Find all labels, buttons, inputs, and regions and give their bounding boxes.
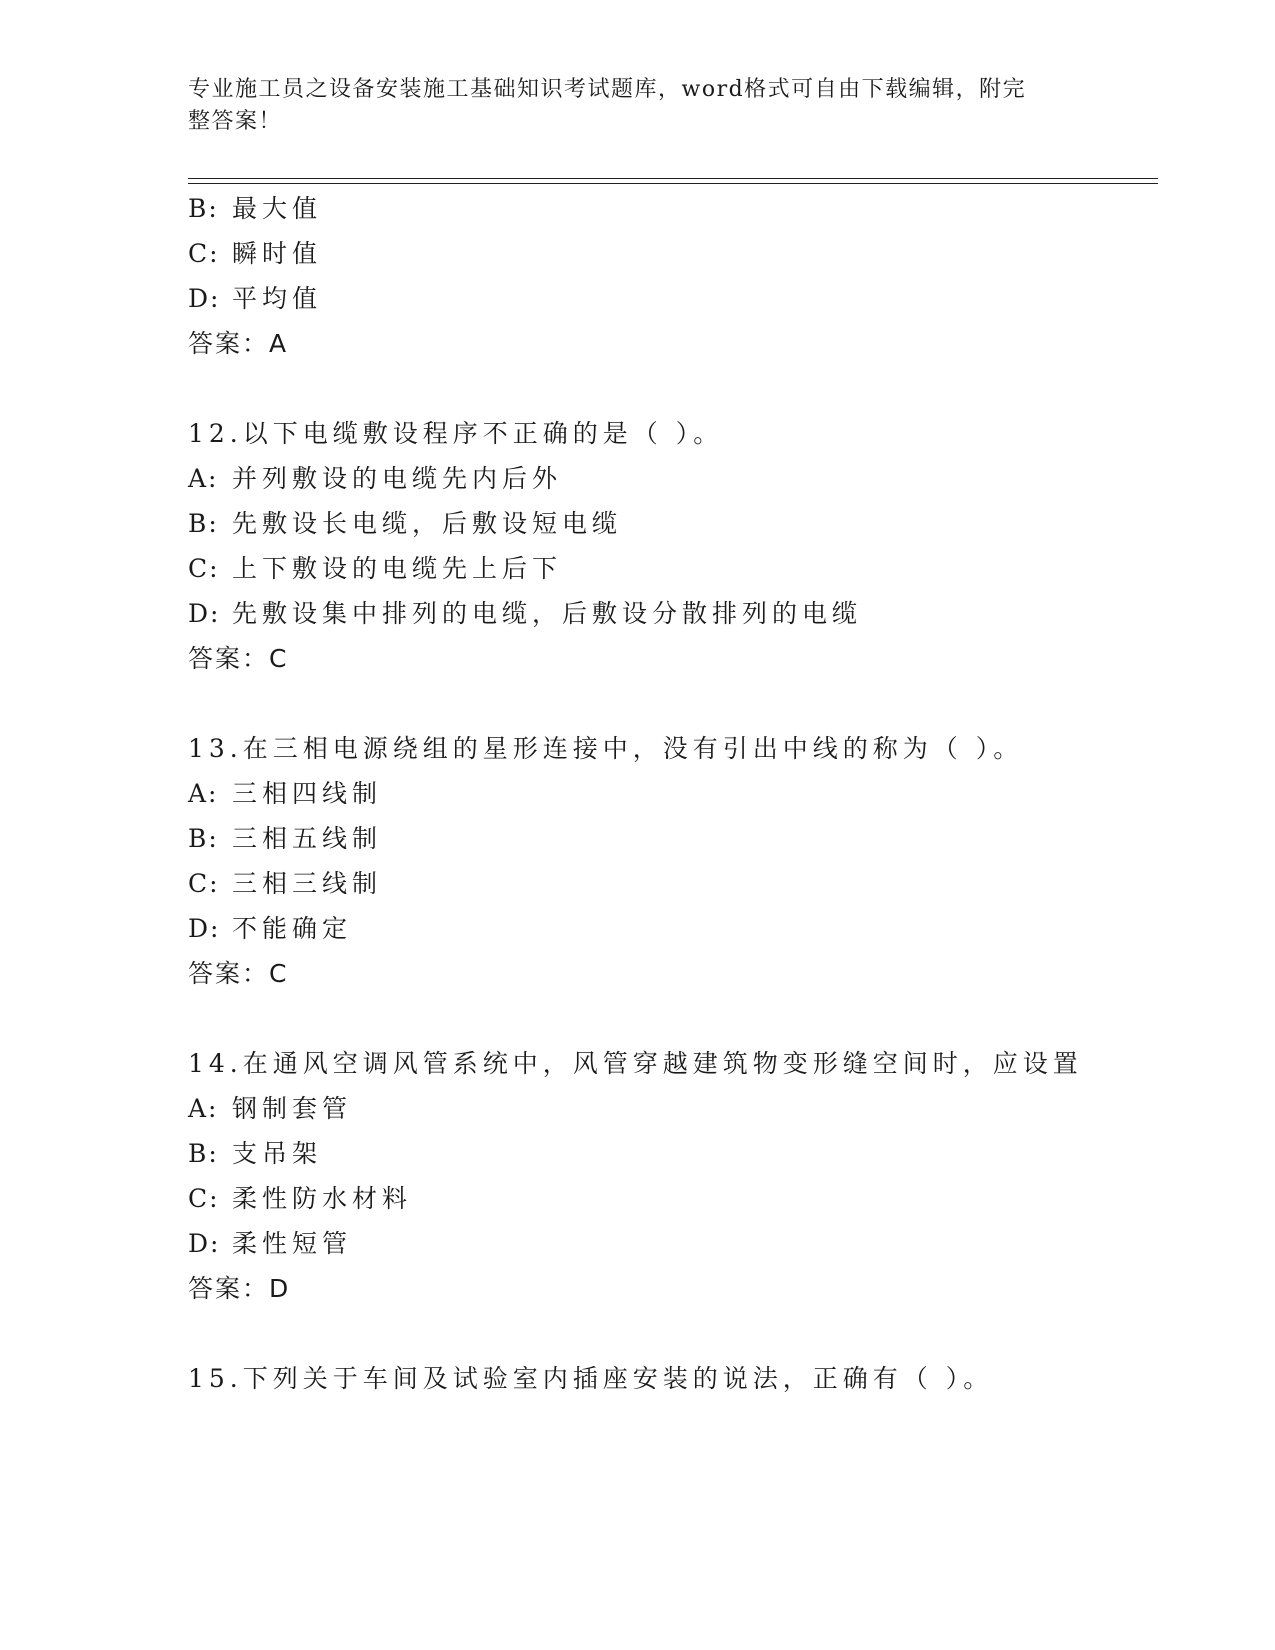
option-text: 先敷设集中排列的电缆，后敷设分散排列的电缆	[232, 599, 863, 628]
header-line-2: 整答案！	[188, 109, 283, 134]
option-letter: A:	[188, 1094, 219, 1123]
option-letter: C:	[188, 554, 220, 583]
option-letter: B:	[188, 1139, 219, 1168]
q14-answer: 答案：D	[188, 1274, 291, 1303]
header-divider-top	[188, 178, 1158, 179]
option-text: 柔性防水材料	[232, 1184, 413, 1213]
option-letter: D:	[188, 284, 221, 313]
q11-option-c	[188, 238, 322, 270]
q14-question: 14.在通风空调风管系统中，风管穿越建筑物变形缝空间时，应设置	[188, 1049, 1083, 1078]
q13-option-a	[188, 778, 382, 810]
option-letter: A:	[188, 464, 219, 493]
option-letter: C:	[188, 1184, 220, 1213]
q11-option-d	[188, 283, 322, 315]
option-letter: C:	[188, 869, 220, 898]
option-letter: A:	[188, 779, 219, 808]
option-text: 三相五线制	[232, 824, 383, 853]
q14-option-c	[188, 1183, 412, 1215]
q11-option-b	[188, 193, 322, 225]
header-line-1: 专业施工员之设备安装施工基础知识考试题库，word格式可自由下载编辑，附完	[188, 77, 1027, 102]
q11-answer: 答案：A	[188, 329, 289, 358]
option-text: 不能确定	[232, 914, 353, 943]
q12-option-b	[188, 508, 622, 540]
option-text: 钢制套管	[232, 1094, 353, 1123]
q12-question: 12.以下电缆敷设程序不正确的是（ ）。	[188, 419, 724, 448]
q13-answer: 答案：C	[188, 959, 289, 988]
option-letter: D:	[188, 599, 221, 628]
q15-question: 15.下列关于车间及试验室内插座安装的说法，正确有（ ）。	[188, 1364, 994, 1393]
option-letter: D:	[188, 1229, 221, 1258]
option-letter: D:	[188, 914, 221, 943]
q13-question: 13.在三相电源绕组的星形连接中，没有引出中线的称为（ ）。	[188, 734, 1024, 763]
document-header	[188, 74, 1068, 138]
option-text: 上下敷设的电缆先上后下	[232, 554, 563, 583]
q12-answer: 答案：C	[188, 644, 289, 673]
q12-option-d	[188, 598, 862, 630]
option-text: 并列敷设的电缆先内后外	[232, 464, 563, 493]
option-text: 先敷设长电缆，后敷设短电缆	[232, 509, 623, 538]
option-text: 平均值	[232, 284, 323, 313]
header-divider-bottom	[188, 183, 1158, 184]
option-text: 柔性短管	[232, 1229, 353, 1258]
option-letter: B:	[188, 824, 219, 853]
option-text: 最大值	[232, 194, 323, 223]
option-text: 支吊架	[232, 1139, 323, 1168]
option-text: 三相四线制	[232, 779, 383, 808]
q14-option-d	[188, 1228, 352, 1260]
q13-option-b	[188, 823, 382, 855]
q12-option-a	[188, 463, 562, 495]
q12-option-c	[188, 553, 562, 585]
option-text: 三相三线制	[232, 869, 383, 898]
q13-option-c	[188, 868, 382, 900]
q14-option-b	[188, 1138, 322, 1170]
option-letter: C:	[188, 239, 220, 268]
q13-option-d	[188, 913, 352, 945]
option-letter: B:	[188, 509, 219, 538]
q14-option-a	[188, 1093, 352, 1125]
option-letter: B:	[188, 194, 219, 223]
option-text: 瞬时值	[232, 239, 323, 268]
